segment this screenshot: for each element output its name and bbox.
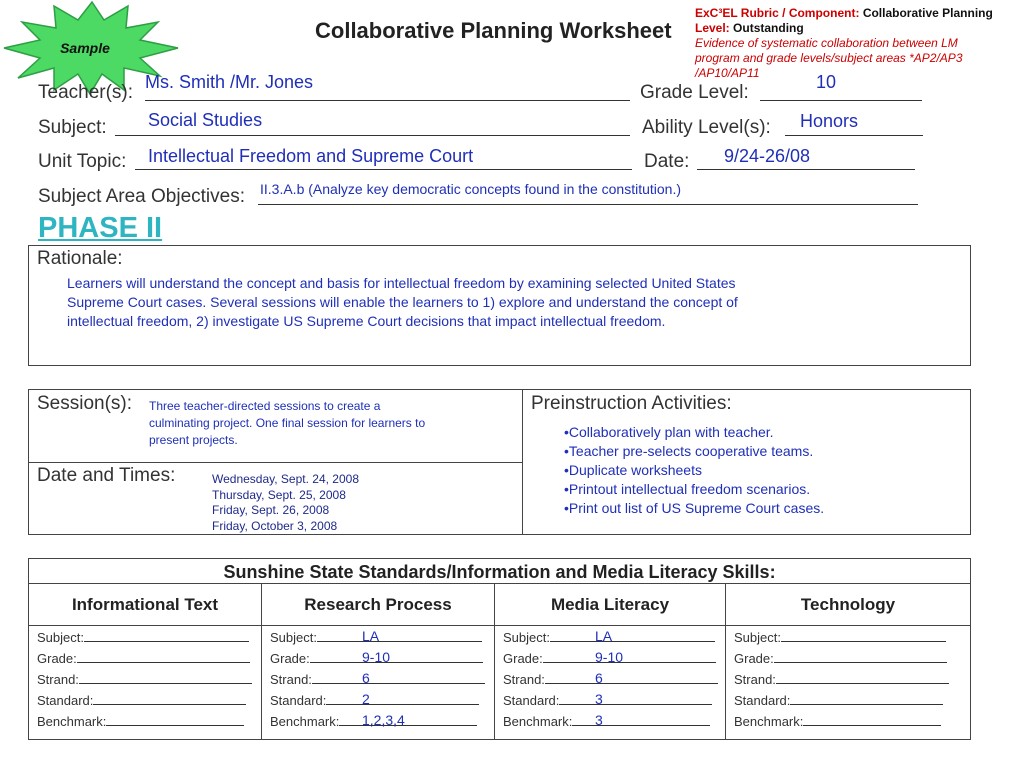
column-header: Technology bbox=[800, 595, 896, 614]
column-header: Media Literacy bbox=[550, 595, 670, 614]
column-media-literacy bbox=[495, 584, 725, 739]
sessions-box bbox=[28, 389, 971, 535]
sample-label: Sample bbox=[60, 40, 110, 56]
field-row bbox=[734, 630, 946, 645]
teacher-value: Ms. Smith /Mr. Jones bbox=[145, 72, 314, 92]
sessions-line: present projects. bbox=[149, 433, 238, 447]
date-item: Friday, October 3, 2008 bbox=[212, 518, 338, 533]
rubric-note bbox=[695, 6, 995, 81]
rationale-line: intellectual freedom, 2) investigate US Supreme Court decisions that impact intellectual freedom. bbox=[67, 313, 666, 329]
grade-value: 9-10 bbox=[362, 649, 391, 665]
field-label: Grade: bbox=[503, 651, 543, 666]
rationale-line: Learners will understand the concept and basis for intellectual freedom by examining selected United States bbox=[67, 275, 736, 291]
date-value: 9/24-26/08 bbox=[724, 146, 811, 166]
subject-value: Social Studies bbox=[148, 110, 263, 130]
grade-line bbox=[760, 100, 922, 101]
rationale-label: Rationale: bbox=[37, 248, 123, 269]
sessions-line: culminating project. One final session for learners to bbox=[149, 416, 426, 430]
subject-value: LA bbox=[362, 628, 380, 644]
field-label: Benchmark: bbox=[37, 714, 107, 729]
date-item: Wednesday, Sept. 24, 2008 bbox=[212, 472, 359, 486]
strand-value: 6 bbox=[362, 670, 370, 686]
standards-table bbox=[28, 558, 971, 740]
field-label: Standard: bbox=[503, 693, 560, 708]
unit-label: Unit Topic: bbox=[38, 151, 127, 172]
column-header: Research Process bbox=[304, 595, 452, 614]
field-row bbox=[503, 672, 718, 687]
strand-value: 6 bbox=[595, 670, 603, 686]
field-row bbox=[270, 672, 485, 687]
preinstruction-item: •Printout intellectual freedom scenarios. bbox=[564, 481, 811, 497]
column-technology bbox=[726, 584, 970, 739]
field-row bbox=[734, 693, 943, 708]
rubric-separator: / bbox=[778, 6, 789, 20]
standard-value: 2 bbox=[362, 691, 370, 707]
component-value: Collaborative Planning bbox=[862, 6, 993, 20]
field-label: Strand: bbox=[503, 672, 545, 687]
preinstruction-item: •Teacher pre-selects cooperative teams. bbox=[564, 443, 814, 459]
ability-value: Honors bbox=[800, 111, 859, 131]
ability-label: Ability Level(s): bbox=[642, 117, 771, 138]
level-value: Outstanding bbox=[733, 21, 804, 35]
horizontal-divider bbox=[29, 462, 522, 463]
field-label: Subject: bbox=[503, 630, 550, 645]
date-item: Friday, Sept. 26, 2008 bbox=[212, 503, 330, 517]
teacher-line bbox=[145, 100, 630, 101]
benchmark-value: 3 bbox=[595, 712, 603, 728]
subject-value: LA bbox=[595, 628, 613, 644]
column-header: Informational Text bbox=[71, 595, 219, 614]
field-label: Grade: bbox=[734, 651, 774, 666]
preinstruction-item: •Duplicate worksheets bbox=[564, 462, 702, 478]
phase-heading: PHASE II bbox=[38, 212, 163, 244]
grade-label: Grade Level: bbox=[640, 82, 749, 103]
dates-list bbox=[212, 472, 359, 534]
field-label: Benchmark: bbox=[734, 714, 804, 729]
grade-value: 10 bbox=[816, 72, 837, 92]
preinstruction-label: Preinstruction Activities: bbox=[531, 393, 732, 414]
rationale-line: Supreme Court cases. Several sessions will enable the learners to 1) explore and understand the concept of bbox=[67, 294, 738, 310]
field-label: Strand: bbox=[270, 672, 312, 687]
field-label: Subject: bbox=[270, 630, 317, 645]
column-informational-text bbox=[29, 584, 261, 739]
field-row bbox=[37, 651, 250, 666]
preinstruction-list bbox=[564, 423, 824, 518]
grade-value: 9-10 bbox=[595, 649, 624, 665]
ability-line bbox=[785, 135, 923, 136]
subject-line bbox=[115, 135, 630, 136]
field-label: Benchmark: bbox=[270, 714, 340, 729]
rubric-label: ExC³EL Rubric bbox=[695, 6, 779, 20]
preinstruction-item: •Print out list of US Supreme Court cases. bbox=[564, 500, 825, 516]
page-title: Collaborative Planning Worksheet bbox=[315, 18, 672, 43]
column-research-process bbox=[262, 584, 494, 739]
objectives-value: II.3.A.b (Analyze key democratic concepts found in the constitution.) bbox=[260, 181, 681, 197]
vertical-divider bbox=[522, 390, 523, 534]
unit-line bbox=[135, 169, 632, 170]
field-row bbox=[734, 651, 947, 666]
date-label: Date: bbox=[644, 151, 690, 172]
field-label: Standard: bbox=[734, 693, 791, 708]
field-label: Benchmark: bbox=[503, 714, 573, 729]
standard-value: 3 bbox=[595, 691, 603, 707]
field-row bbox=[734, 714, 941, 729]
field-row bbox=[37, 714, 244, 729]
field-row bbox=[734, 672, 949, 687]
rationale-text bbox=[67, 274, 738, 331]
sessions-text bbox=[149, 398, 425, 449]
field-label: Grade: bbox=[270, 651, 310, 666]
field-label: Grade: bbox=[37, 651, 77, 666]
date-line bbox=[697, 169, 915, 170]
field-row bbox=[270, 693, 479, 708]
field-label: Standard: bbox=[37, 693, 94, 708]
dates-label: Date and Times: bbox=[37, 465, 176, 486]
field-label: Strand: bbox=[37, 672, 79, 687]
rubric-evidence: Evidence of systematic collaboration between LM program and grade levels/subject areas *AP2/AP3 /AP10/AP11 bbox=[695, 36, 963, 80]
benchmark-value: 1,2,3,4 bbox=[362, 712, 405, 728]
objectives-line bbox=[258, 204, 918, 205]
teacher-label: Teacher(s): bbox=[38, 82, 134, 103]
rationale-box bbox=[28, 245, 971, 366]
preinstruction-item: •Collaboratively plan with teacher. bbox=[564, 424, 774, 440]
field-label: Subject: bbox=[734, 630, 781, 645]
field-row bbox=[503, 714, 710, 729]
objectives-label: Subject Area Objectives: bbox=[38, 186, 245, 207]
field-label: Standard: bbox=[270, 693, 327, 708]
level-label: Level: bbox=[695, 21, 730, 35]
field-label: Strand: bbox=[734, 672, 776, 687]
field-row bbox=[37, 672, 252, 687]
sessions-line: Three teacher-directed sessions to create a bbox=[149, 399, 381, 413]
subject-label: Subject: bbox=[38, 117, 107, 138]
date-item: Thursday, Sept. 25, 2008 bbox=[212, 487, 346, 502]
field-row bbox=[503, 693, 712, 708]
field-row bbox=[37, 630, 249, 645]
sessions-label: Session(s): bbox=[37, 393, 133, 414]
standards-title: Sunshine State Standards/Information and Media Literacy Skills: bbox=[223, 562, 776, 582]
component-label: Component: bbox=[788, 6, 860, 20]
unit-value: Intellectual Freedom and Supreme Court bbox=[148, 146, 474, 166]
field-row bbox=[37, 693, 246, 708]
field-label: Subject: bbox=[37, 630, 84, 645]
